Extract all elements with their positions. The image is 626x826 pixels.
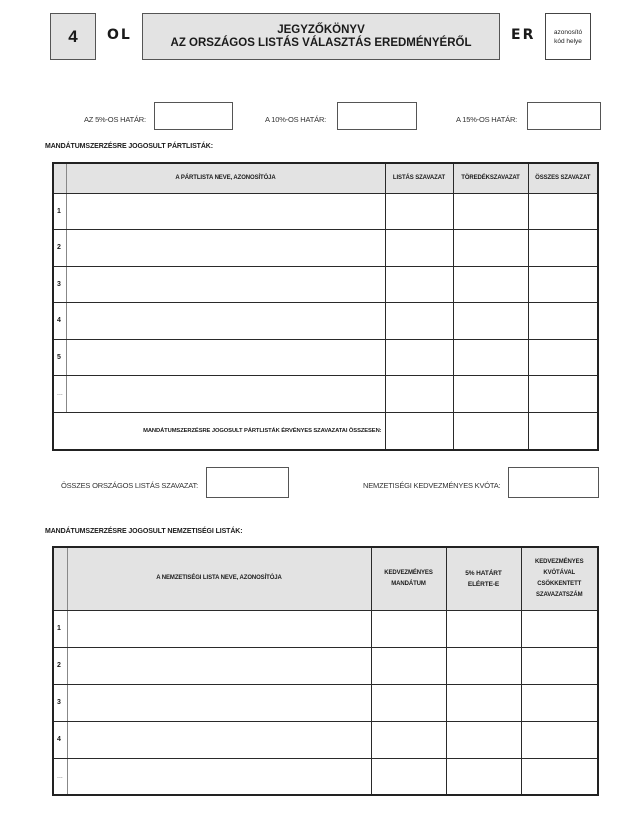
preferential-mandate-cell[interactable] [371, 721, 446, 758]
table-row [53, 647, 598, 684]
table-row [53, 193, 598, 230]
header-reached-5pct: 5% HATÁRT ELÉRTE-E [446, 547, 521, 610]
title-box [142, 13, 500, 60]
header-list-votes: LISTÁS SZAVAZAT [385, 163, 453, 193]
list-votes-cell[interactable] [385, 230, 453, 267]
table-row [53, 610, 598, 647]
header-total-votes: ÖSSZES SZAVAZAT [528, 163, 598, 193]
right-code: ER [511, 27, 536, 43]
nationality-lists-table [52, 546, 599, 796]
header-num [53, 163, 66, 193]
nationality-name-cell[interactable] [67, 758, 371, 795]
nationality-lists-section-title: MANDÁTUMSZERZÉSRE JOGOSULT NEMZETISÉGI LISTÁK: [45, 528, 243, 535]
nationality-name-cell[interactable] [67, 610, 371, 647]
row-number: 2 [53, 647, 67, 684]
total-row [53, 412, 598, 450]
total-list-votes-cell[interactable] [385, 412, 453, 450]
fractional-votes-cell[interactable] [453, 266, 528, 303]
reduced-votes-cell[interactable] [521, 758, 598, 795]
total-votes-cell[interactable] [528, 376, 598, 413]
total-votes-cell[interactable] [528, 230, 598, 267]
header-preferential-mandate: KEDVEZMÉNYES MANDÁTUM [371, 547, 446, 610]
fifteen-pct-label: A 15%-OS HATÁR: [456, 115, 518, 124]
party-name-cell[interactable] [66, 339, 385, 376]
fractional-votes-cell[interactable] [453, 230, 528, 267]
party-table-header [53, 163, 598, 193]
preferential-mandate-cell[interactable] [371, 758, 446, 795]
party-name-cell[interactable] [66, 303, 385, 340]
party-name-cell[interactable] [66, 266, 385, 303]
row-number: 3 [53, 684, 67, 721]
nationality-quota-field[interactable] [508, 467, 599, 498]
preferential-mandate-cell[interactable] [371, 610, 446, 647]
id-box-line-2: kód helye [554, 37, 582, 45]
total-votes-cell[interactable] [528, 339, 598, 376]
header-num [53, 547, 67, 610]
header-party-name: A PÁRTLISTA NEVE, AZONOSÍTÓJA [66, 163, 385, 193]
title-line-2: AZ ORSZÁGOS LISTÁS VÁLASZTÁS EREDMÉNYÉRŐL [170, 36, 472, 49]
list-votes-cell[interactable] [385, 193, 453, 230]
total-label: MANDÁTUMSZERZÉSRE JOGOSULT PÁRTLISTÁK ÉRVÉNYES SZAVAZATAI ÖSSZESEN: [53, 412, 385, 450]
total-national-field[interactable] [206, 467, 289, 498]
total-votes-cell[interactable] [528, 193, 598, 230]
total-votes-cell[interactable] [528, 303, 598, 340]
party-name-cell[interactable] [66, 376, 385, 413]
reduced-votes-cell[interactable] [521, 684, 598, 721]
ten-pct-field[interactable] [337, 102, 417, 130]
form-number: 4 [68, 26, 78, 46]
ten-pct-label: A 10%-OS HATÁR: [265, 115, 327, 124]
list-votes-cell[interactable] [385, 376, 453, 413]
list-votes-cell[interactable] [385, 266, 453, 303]
table-row [53, 376, 598, 413]
form-number-box [50, 13, 96, 60]
table-row [53, 758, 598, 795]
nationality-table-header [53, 547, 598, 610]
five-pct-label: AZ 5%-OS HATÁR: [84, 115, 146, 124]
reached-5pct-cell[interactable] [446, 647, 521, 684]
row-number: 1 [53, 610, 67, 647]
nationality-quota-label: NEMZETISÉGI KEDVEZMÉNYES KVÓTA: [363, 481, 501, 490]
table-row [53, 266, 598, 303]
header-nationality-name: A NEMZETISÉGI LISTA NEVE, AZONOSÍTÓJA [67, 547, 371, 610]
nationality-name-cell[interactable] [67, 647, 371, 684]
fractional-votes-cell[interactable] [453, 339, 528, 376]
row-number: 3 [53, 266, 66, 303]
table-row [53, 684, 598, 721]
party-lists-section-title: MANDÁTUMSZERZÉSRE JOGOSULT PÁRTLISTÁK: [45, 143, 213, 150]
nationality-name-cell[interactable] [67, 721, 371, 758]
reached-5pct-cell[interactable] [446, 684, 521, 721]
fractional-votes-cell[interactable] [453, 193, 528, 230]
row-number: 5 [53, 339, 66, 376]
row-number: ... [53, 376, 66, 413]
id-code-box [545, 13, 591, 60]
reached-5pct-cell[interactable] [446, 758, 521, 795]
preferential-mandate-cell[interactable] [371, 647, 446, 684]
header-fractional-votes: TÖREDÉKSZAVAZAT [453, 163, 528, 193]
five-pct-field[interactable] [154, 102, 233, 130]
table-row [53, 339, 598, 376]
reduced-votes-cell[interactable] [521, 647, 598, 684]
list-votes-cell[interactable] [385, 303, 453, 340]
reduced-votes-cell[interactable] [521, 610, 598, 647]
reached-5pct-cell[interactable] [446, 610, 521, 647]
fractional-votes-cell[interactable] [453, 376, 528, 413]
nationality-name-cell[interactable] [67, 684, 371, 721]
left-code: OL [107, 27, 132, 43]
fractional-votes-cell[interactable] [453, 303, 528, 340]
total-national-label: ÖSSZES ORSZÁGOS LISTÁS SZAVAZAT: [61, 481, 198, 490]
list-votes-cell[interactable] [385, 339, 453, 376]
total-fractional-votes-cell[interactable] [453, 412, 528, 450]
row-number: 4 [53, 303, 66, 340]
row-number: 2 [53, 230, 66, 267]
table-row [53, 303, 598, 340]
row-number: ... [53, 758, 67, 795]
id-box-line-1: azonosító [553, 28, 583, 36]
fifteen-pct-field[interactable] [527, 102, 601, 130]
table-row [53, 230, 598, 267]
total-votes-cell[interactable] [528, 266, 598, 303]
row-number: 4 [53, 721, 67, 758]
title-line-1: JEGYZŐKÖNYV [277, 23, 365, 36]
header-reduced-votes: KEDVEZMÉNYES KVÓTÁVAL CSÖKKENTETT SZAVAZATSZÁM [521, 547, 598, 610]
reached-5pct-cell[interactable] [446, 721, 521, 758]
table-row [53, 721, 598, 758]
party-name-cell[interactable] [66, 230, 385, 267]
total-total-votes-cell[interactable] [528, 412, 598, 450]
row-number: 1 [53, 193, 66, 230]
reduced-votes-cell[interactable] [521, 721, 598, 758]
preferential-mandate-cell[interactable] [371, 684, 446, 721]
party-lists-table [52, 162, 599, 451]
party-name-cell[interactable] [66, 193, 385, 230]
